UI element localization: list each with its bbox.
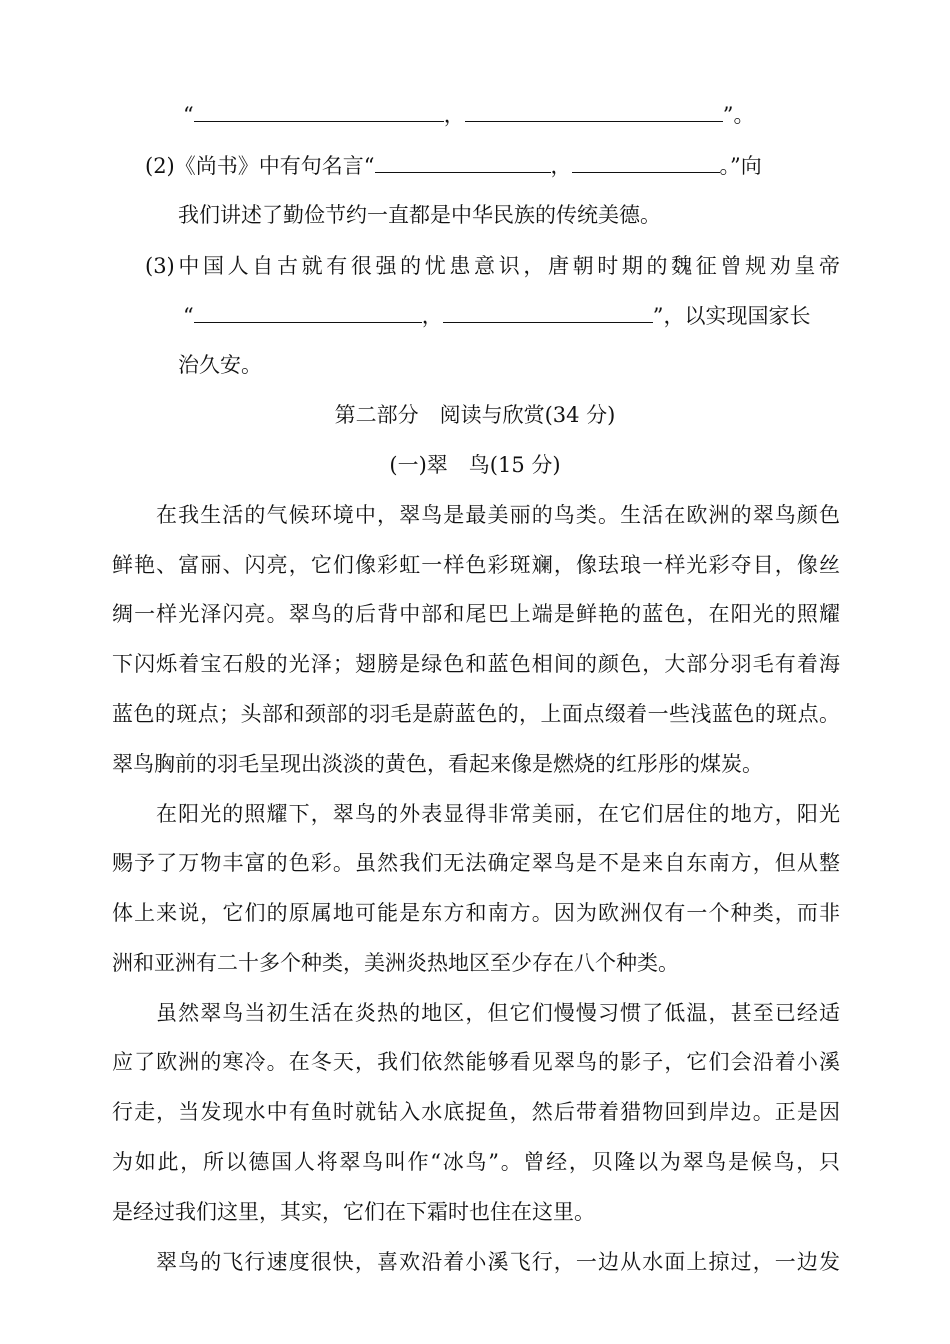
passage-line-13: 行走，当发现水中有鱼时就钻入水底捉鱼，然后带着猎物回到岸边。正是因 <box>112 1100 840 1124</box>
q3-number: (3) <box>145 254 175 278</box>
q3-line-3: 治久安。 <box>178 353 262 377</box>
q3-text-after: ”，以实现国家长 <box>652 304 811 328</box>
passage-line-4: 下闪烁着宝石般的光泽；翅膀是绿色和蓝色相间的颜色，大部分羽毛有着海 <box>112 652 840 676</box>
q1-open-quote: “ <box>183 103 194 127</box>
q2-number: (2) <box>145 154 175 178</box>
q2-blank-2[interactable] <box>572 152 720 173</box>
passage-line-11: 虽然翠鸟当初生活在炎热的地区，但它们慢慢习惯了低温，甚至已经适 <box>156 1001 840 1025</box>
passage-line-3: 绸一样光泽闪亮。翠鸟的后背中部和尾巴上端是鲜艳的蓝色，在阳光的照耀 <box>112 602 840 626</box>
passage-line-6: 翠鸟胸前的羽毛呈现出淡淡的黄色，看起来像是燃烧的红彤彤的煤炭。 <box>112 752 763 776</box>
q3-open-quote: “ <box>183 304 194 328</box>
passage-line-10: 洲和亚洲有二十多个种类，美洲炎热地区至少存在八个种类。 <box>112 951 679 975</box>
q1-blank-2[interactable] <box>465 101 723 122</box>
passage-line-16: 翠鸟的飞行速度很快，喜欢沿着小溪飞行，一边从水面上掠过，一边发 <box>156 1250 840 1274</box>
q3-comma: ， <box>421 304 443 328</box>
passage-line-8: 赐予了万物丰富的色彩。虽然我们无法确定翠鸟是不是来自东南方，但从整 <box>112 851 840 875</box>
passage-line-14: 为如此，所以德国人将翠鸟叫作“冰鸟”。曾经，贝隆以为翠鸟是候鸟，只 <box>112 1150 840 1174</box>
passage-line-5: 蓝色的斑点；头部和颈部的羽毛是蔚蓝色的，上面点缀着一些浅蓝色的斑点。 <box>112 702 840 726</box>
passage-line-9: 体上来说，它们的原属地可能是东方和南方。因为欧洲仅有一个种类，而非 <box>112 901 840 925</box>
q1-blank-1[interactable] <box>194 101 444 122</box>
q2-text-after: 。”向 <box>719 154 762 178</box>
q2-comma: ， <box>550 154 572 178</box>
passage-title: (一)翠 鸟(15 分) <box>389 453 561 477</box>
q2-line-2: 我们讲述了勤俭节约一直都是中华民族的传统美德。 <box>178 203 661 227</box>
q2-blank-1[interactable] <box>375 152 551 173</box>
q2-line-1 <box>145 151 762 181</box>
passage-line-1: 在我生活的气候环境中，翠鸟是最美丽的鸟类。生活在欧洲的翠鸟颜色 <box>156 503 840 527</box>
q2-text-before: 《尚书》中有句名言“ <box>174 154 375 178</box>
q1-comma: ， <box>443 103 465 127</box>
passage-line-7: 在阳光的照耀下，翠鸟的外表显得非常美丽，在它们居住的地方，阳光 <box>156 802 840 826</box>
passage-line-12: 应了欧洲的寒冷。在冬天，我们依然能够看见翠鸟的影子，它们会沿着小溪 <box>112 1050 840 1074</box>
q1-answer-line <box>183 100 755 130</box>
q3-blank-1[interactable] <box>194 302 422 323</box>
passage-line-15: 是经过我们这里，其实，它们在下霜时也住在这里。 <box>112 1200 595 1224</box>
q1-close: ”。 <box>722 103 755 127</box>
q3-text-1: 中国人自古就有很强的忧患意识，唐朝时期的魏征曾规劝皇帝 <box>174 254 840 278</box>
passage-line-2: 鲜艳、富丽、闪亮，它们像彩虹一样色彩斑斓，像珐琅一样光彩夺目，像丝 <box>112 553 840 577</box>
q3-blank-2[interactable] <box>443 302 653 323</box>
section-title: 第二部分 阅读与欣赏(34 分) <box>334 403 616 427</box>
q3-line-2 <box>183 301 811 331</box>
q3-line-1 <box>145 251 840 281</box>
